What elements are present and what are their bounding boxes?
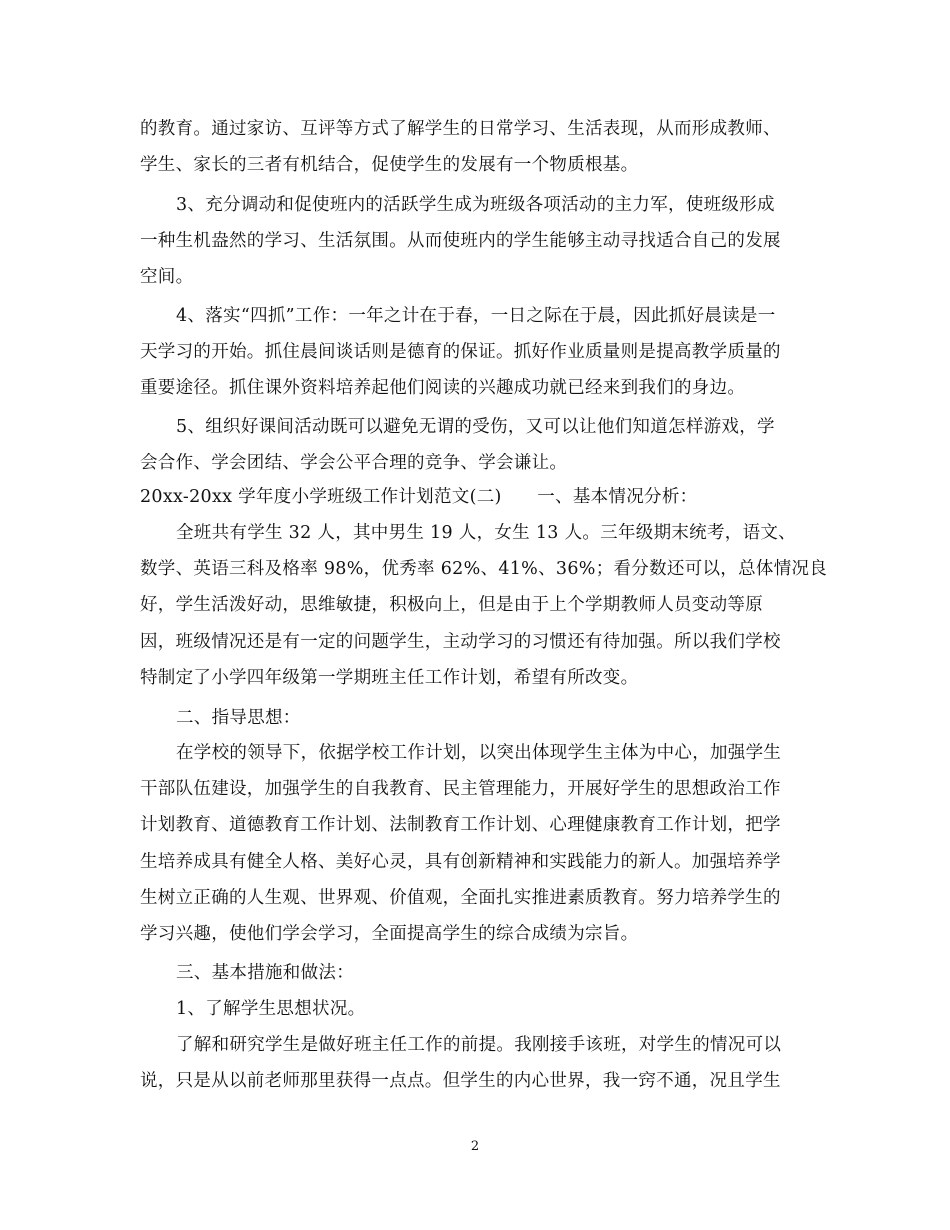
text-line-14: 好，学生活泼好动，思维敏捷，积极向上，但是由于上个学期教师人员变动等原 <box>140 595 763 615</box>
text-line-8: 重要途径。抓住课外资料培养起他们阅读的兴趣成功就已经来到我们的身边。 <box>140 378 746 398</box>
text-line-25: 1、了解学生思想状况。 <box>176 999 366 1019</box>
text-line-16: 特制定了小学四年级第一学期班主任工作计划，希望有所改变。 <box>140 668 639 688</box>
text-line-4: 一种生机盎然的学习、生活氛围。从而使班内的学生能够主动寻找适合自己的发展 <box>140 231 781 251</box>
text-line-15: 因，班级情况还是有一定的问题学生，主动学习的习惯还有待加强。所以我们学校 <box>140 632 781 652</box>
text-line-19: 干部队伍建设，加强学生的自我教育、民主管理能力，开展好学生的思想政治工作 <box>140 779 781 799</box>
text-line-2: 学生、家长的三者有机结合，促使学生的发展有一个物质根基。 <box>140 155 639 175</box>
text-line-12: 全班共有学生 32 人，其中男生 19 人，女生 13 人。三年级期末统考，语文、 <box>176 523 796 543</box>
text-line-24: 三、基本措施和做法： <box>176 963 354 983</box>
text-line-22: 生树立正确的人生观、世界观、价值观，全面扎实推进素质教育。努力培养学生的 <box>140 888 781 908</box>
text-line-1: 的教育。通过家访、互评等方式了解学生的日常学习、生活表现，从而形成教师、 <box>140 119 781 139</box>
text-line-5: 空间。 <box>140 267 194 287</box>
page-number: 2 <box>470 1139 480 1154</box>
text-line-13: 数学、英语三科及格率 98%，优秀率 62%、41%、36%；看分数还可以，总体情况良 <box>140 559 828 579</box>
text-line-23: 学习兴趣，使他们学会学习，全面提高学生的综合成绩为宗旨。 <box>140 924 639 944</box>
text-line-21: 生培养成具有健全人格、美好心灵，具有创新精神和实践能力的新人。加强培养学 <box>140 852 781 872</box>
text-line-3: 3、充分调动和促使班内的活跃学生成为班级各项活动的主力军，使班级形成 <box>176 195 775 215</box>
text-line-18: 在学校的领导下，依据学校工作计划，以突出体现学生主体为中心，加强学生 <box>176 743 782 763</box>
text-line-17: 二、指导思想： <box>176 708 301 728</box>
text-line-10: 会合作、学会团结、学会公平合理的竞争、学会谦让。 <box>140 453 568 473</box>
text-line-6: 4、落实“四抓”工作：一年之计在于春，一日之际在于晨，因此抓好晨读是一 <box>176 306 776 326</box>
text-line-27: 说，只是从以前老师那里获得一点点。但学生的内心世界，我一窍不通，况且学生 <box>140 1071 781 1091</box>
text-line-26: 了解和研究学生是做好班主任工作的前提。我刚接手该班，对学生的情况可以 <box>176 1035 782 1055</box>
text-line-7: 天学习的开始。抓住晨间谈话则是德育的保证。抓好作业质量则是提高教学质量的 <box>140 342 781 362</box>
text-line-11: 20xx-20xx 学年度小学班级工作计划范文(二) 一、基本情况分析： <box>140 487 698 507</box>
text-line-9: 5、组织好课间活动既可以避免无谓的受伤，又可以让他们知道怎样游戏，学 <box>176 417 775 437</box>
text-line-20: 计划教育、道德教育工作计划、法制教育工作计划、心理健康教育工作计划，把学 <box>140 815 781 835</box>
